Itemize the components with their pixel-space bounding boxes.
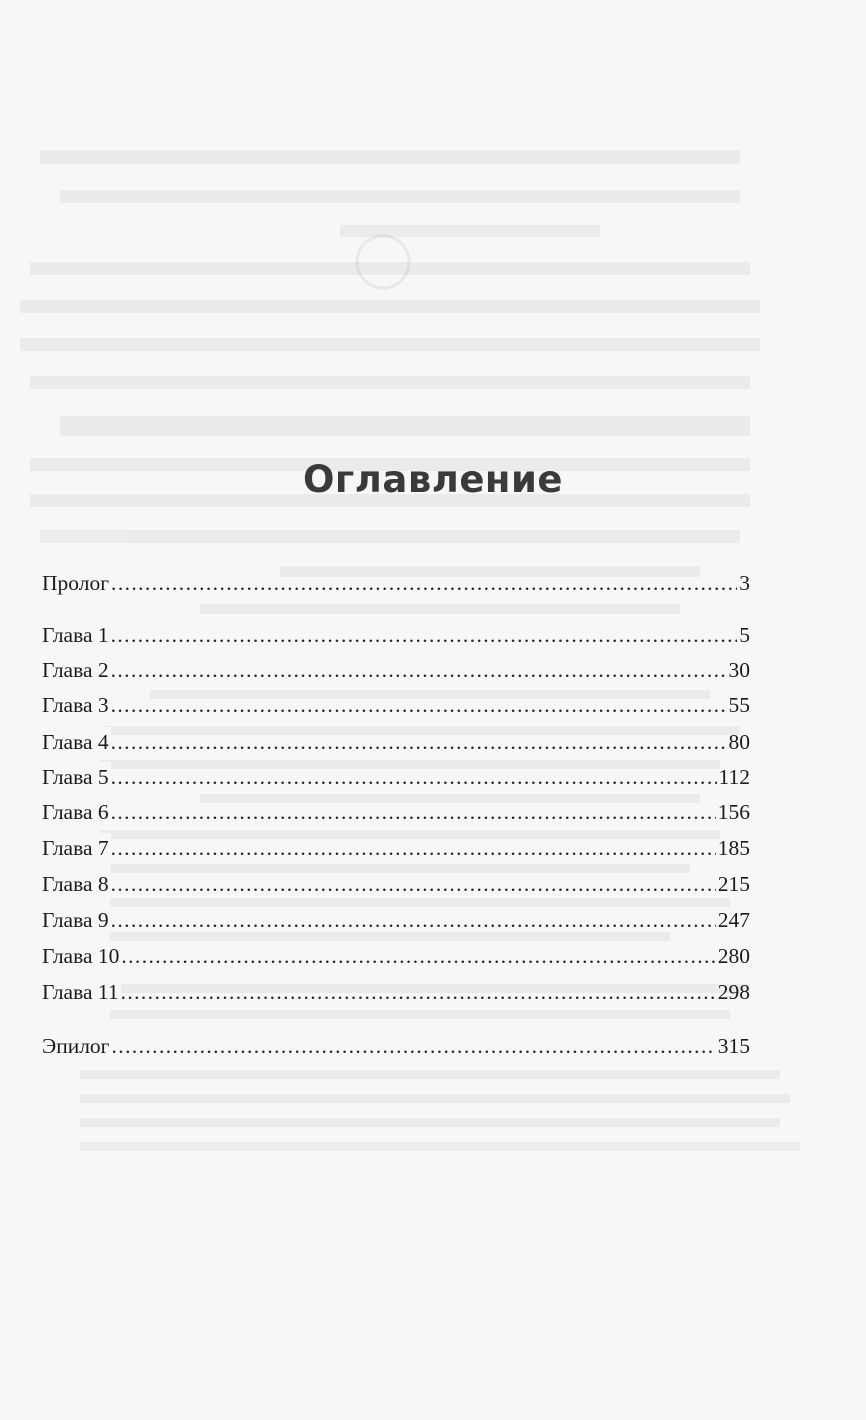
toc-entry[interactable] xyxy=(42,797,750,827)
toc-entry-label: Пролог xyxy=(42,568,111,598)
toc-entry-page-number: 112 xyxy=(718,765,750,789)
toc-entry-label: Глава 6 xyxy=(42,797,111,827)
toc-dot-leader xyxy=(121,977,716,1007)
toc-entry-label: Эпилог xyxy=(42,1031,112,1061)
toc-entry[interactable] xyxy=(42,762,750,792)
toc-entry-label: Глава 7 xyxy=(42,833,111,863)
toc-entry-page-number: 3 xyxy=(739,571,750,595)
toc-entry-label: Глава 4 xyxy=(42,727,111,757)
toc-entry[interactable] xyxy=(42,1031,750,1061)
toc-entry[interactable] xyxy=(42,977,750,1007)
toc-entry-label: Глава 8 xyxy=(42,869,111,899)
toc-dot-leader xyxy=(111,620,738,650)
toc-entry-label: Глава 11 xyxy=(42,977,121,1007)
toc-dot-leader xyxy=(111,690,727,720)
toc-entry-label: Глава 9 xyxy=(42,905,111,935)
toc-dot-leader xyxy=(111,568,737,598)
toc-entry-page-number: 315 xyxy=(717,1034,750,1058)
toc-entry-page-number: 156 xyxy=(717,800,750,824)
toc-entry[interactable] xyxy=(42,905,750,935)
toc-dot-leader xyxy=(111,727,727,757)
toc-entry[interactable] xyxy=(42,727,750,757)
toc-dot-leader xyxy=(111,869,716,899)
toc-entry-page-number: 247 xyxy=(717,908,750,932)
toc-entry-page-number: 298 xyxy=(717,980,750,1004)
toc-entry-label: Глава 3 xyxy=(42,690,111,720)
toc-entry[interactable] xyxy=(42,869,750,899)
toc-entry[interactable] xyxy=(42,568,750,598)
toc-entry-label: Глава 1 xyxy=(42,620,111,650)
toc-entry[interactable] xyxy=(42,690,750,720)
toc-entry[interactable] xyxy=(42,620,750,650)
toc-entry-page-number: 5 xyxy=(739,623,750,647)
toc-dot-leader xyxy=(111,762,717,792)
toc-entry-page-number: 215 xyxy=(717,872,750,896)
toc-entry-page-number: 30 xyxy=(728,658,750,682)
toc-entry-page-number: 280 xyxy=(717,944,750,968)
toc-dot-leader xyxy=(112,1031,716,1061)
toc-dot-leader xyxy=(121,941,715,971)
toc-entry-page-number: 185 xyxy=(717,836,750,860)
toc-entry-page-number: 80 xyxy=(728,730,750,754)
toc-entry[interactable] xyxy=(42,655,750,685)
toc-entry[interactable] xyxy=(42,941,750,971)
toc-entry-label: Глава 2 xyxy=(42,655,111,685)
toc-dot-leader xyxy=(111,833,716,863)
toc-dot-leader xyxy=(111,655,727,685)
toc-entry-label: Глава 10 xyxy=(42,941,121,971)
toc-entry-label: Глава 5 xyxy=(42,762,111,792)
toc-dot-leader xyxy=(111,905,716,935)
page-title: Оглавление xyxy=(302,458,564,501)
toc-dot-leader xyxy=(111,797,716,827)
toc-entry[interactable] xyxy=(42,833,750,863)
toc-entry-page-number: 55 xyxy=(728,693,750,717)
